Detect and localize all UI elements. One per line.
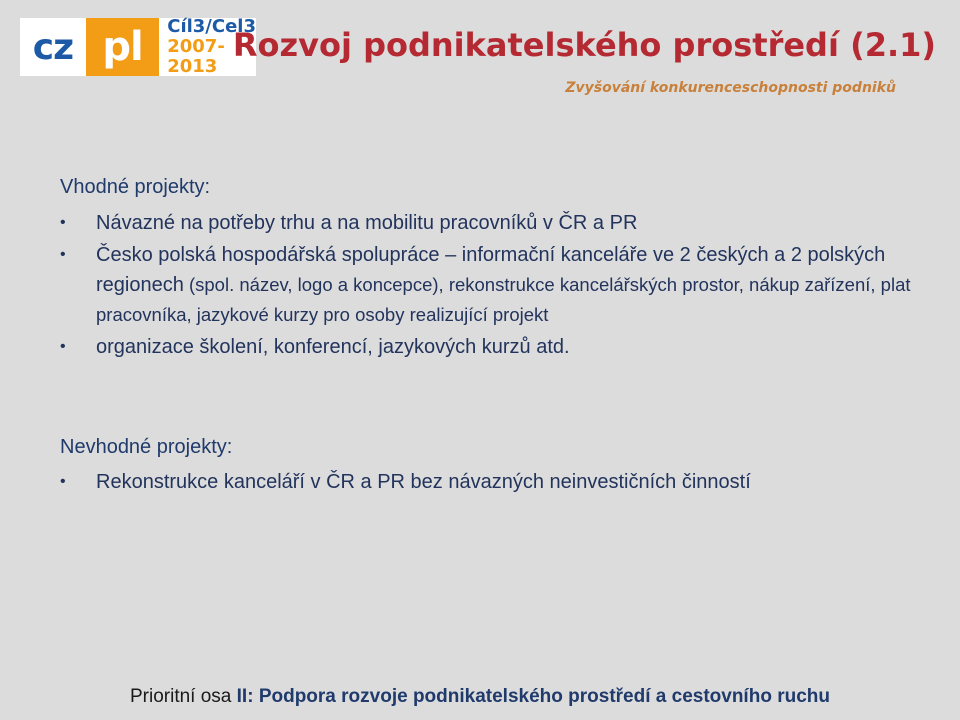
bullet-icon: • xyxy=(60,338,66,355)
suitable-projects-list xyxy=(60,208,920,364)
slide-title: Rozvoj podnikatelského prostředí (2.1) xyxy=(232,26,936,64)
logo-pl-block: pl xyxy=(86,18,159,76)
unsuitable-projects-list xyxy=(60,467,920,499)
cz-pl-logo xyxy=(20,18,256,76)
footer-prefix: Prioritní osa xyxy=(130,686,237,707)
list-item xyxy=(60,208,920,238)
list-item-text: Návazné na potřeby trhu a na mobilitu pracovníků v ČR a PR xyxy=(96,212,638,234)
slide-subtitle: Zvyšování konkurenceschopnosti podniků xyxy=(565,80,896,96)
logo-line-2: 2007-2013 xyxy=(167,36,225,77)
logo-line-1: Cíl3/Cel3 xyxy=(167,16,256,37)
bullet-icon: • xyxy=(60,246,66,263)
footer-axis-name: II: Podpora rozvoje podnikatelského prostředí a cestovního ruchu xyxy=(236,686,830,707)
list-item-text: Česko polská hospodářská spolupráce – informační kanceláře ve 2 českých a 2 polských regionech xyxy=(96,244,886,296)
list-item-text: organizace školení, konferencí, jazykových kurzů atd. xyxy=(96,336,570,358)
list-item xyxy=(60,467,920,497)
list-item xyxy=(60,240,920,330)
bullet-icon: • xyxy=(60,214,66,231)
logo-cz-block: cz xyxy=(20,18,86,76)
list-item xyxy=(60,332,920,362)
footer-priority-axis xyxy=(0,686,960,708)
unsuitable-projects-heading: Nevhodné projekty: xyxy=(60,436,233,458)
bullet-icon: • xyxy=(60,473,66,490)
suitable-projects-heading: Vhodné projekty: xyxy=(60,176,211,198)
list-item-text: Rekonstrukce kanceláří v ČR a PR bez návazných neinvestičních činností xyxy=(96,471,751,493)
list-item-detail: (spol. název, logo a koncepce), rekonstrukce kancelářských prostor, nákup zařízení, plat pracovníka, jazykové kurzy pro osoby realizující projekt xyxy=(96,274,911,325)
